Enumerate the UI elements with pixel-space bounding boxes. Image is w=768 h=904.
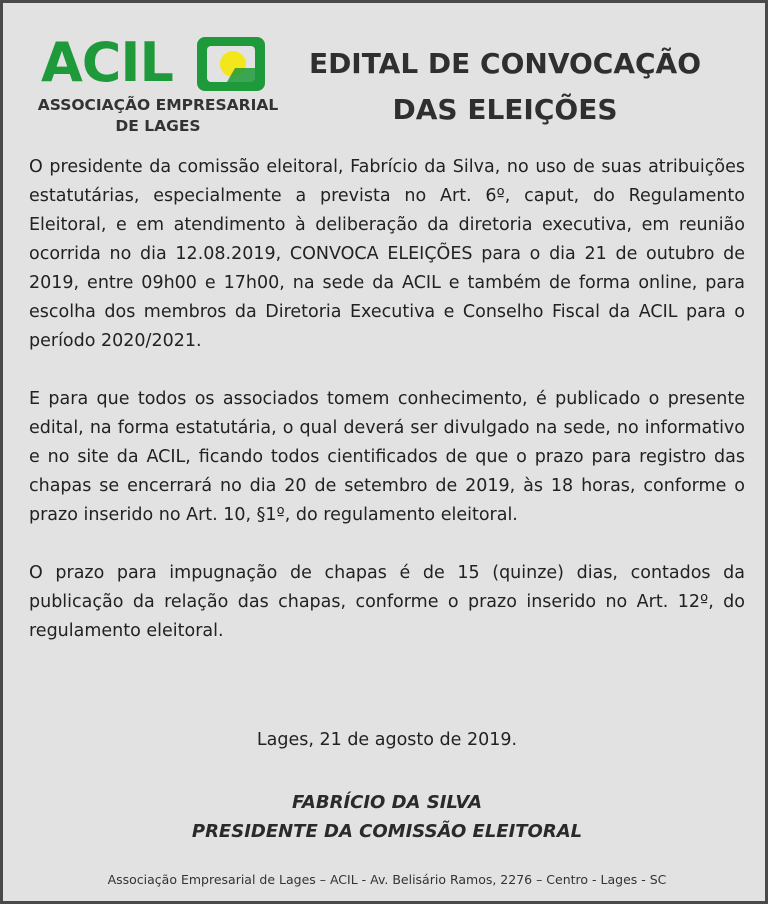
- logo-wordmark: ACIL: [41, 31, 173, 94]
- logo-subtitle-line2: DE LAGES: [115, 117, 201, 135]
- signature-block: [29, 788, 745, 846]
- notice-title: [299, 41, 711, 133]
- paragraph-registration: E para que todos os associados tomem conhecimento, é publicado o presente edital, na forma estatutária, o qual deverá ser divulgado na sede, no informativo e no site da ACIL, ficando todos cientificados de que o prazo para registro das chapas se encerrará no dia 20 de setembro de 2019, às 18 horas, conforme o prazo inserido no Art. 10, §1º, do regulamento eleitoral.: [29, 389, 745, 525]
- title-line2: DAS ELEIÇÕES: [392, 93, 618, 126]
- acil-emblem-icon: [195, 35, 267, 93]
- signature-role: PRESIDENTE DA COMISSÃO ELEITORAL: [191, 821, 583, 842]
- logo-subtitle-line1: ASSOCIAÇÃO EMPRESARIAL: [37, 96, 279, 114]
- paragraph-impugnation: O prazo para impugnação de chapas é de 15 (quinze) dias, contados da publicação da relação das chapas, conforme o prazo inserido no Art. 12º, do regulamento eleitoral.: [29, 563, 745, 641]
- title-line1: EDITAL DE CONVOCAÇÃO: [308, 47, 702, 80]
- footer-address: Associação Empresarial de Lages – ACIL - Av. Belisário Ramos, 2276 – Centro - Lages - SC: [107, 872, 667, 887]
- date-line: Lages, 21 de agosto de 2019.: [256, 730, 518, 750]
- acil-logo: [29, 33, 287, 139]
- paragraph-convocation: O presidente da comissão eleitoral, Fabrício da Silva, no uso de suas atribuições estatutárias, especialmente a prevista no Art. 6º, caput, do Regulamento Eleitoral, e em atendimento à deliberação da diretoria executiva, em reunião ocorrida no dia 12.08.2019, CONVOCA ELEIÇÕES para o dia 21 de outubro de 2019, entre 09h00 e 17h00, na sede da ACIL e também de forma online, para escolha dos membros da Diretoria Executiva e Conselho Fiscal da ACIL para o período 2020/2021.: [29, 157, 745, 351]
- signature-name: FABRÍCIO DA SILVA: [291, 792, 483, 813]
- notice-body: [29, 153, 745, 675]
